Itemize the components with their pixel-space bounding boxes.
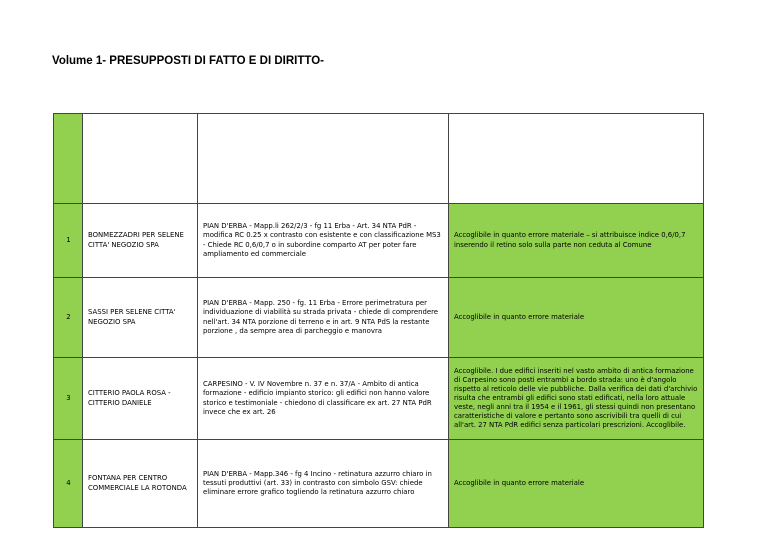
request-text: CARPESINO - V. IV Novembre n. 37 e n. 37/A - Ambito di antica formazione - edificio impianto storico: gli edifici non hanno valore storico e testimoniale - chiedono di classificare ex art. 27 NTA PdR invece che ex art. 26 — [198, 358, 449, 440]
response-text: Accoglibile in quanto errore materiale – si attribuisce indice 0,6/0,7 inserendo il retino solo sulla parte non ceduta al Comune — [449, 204, 704, 278]
response-text: Accoglibile in quanto errore materiale — [449, 440, 704, 528]
response-text: Accoglibile in quanto errore materiale — [449, 278, 704, 358]
observations-table — [53, 113, 704, 528]
request-text: PIAN D'ERBA - Mapp.li 262/2/3 - fg 11 Erba - Art. 34 NTA PdR - modifica RC 0.25 x contrasto con esistente e con classificazione MS3 - Chiede RC 0,6/0,7 o in subordine comparto AT per poter fare ampliamento ed commerciale — [198, 204, 449, 278]
header-name-cell — [83, 114, 198, 204]
table-row — [54, 278, 704, 358]
header-response-cell — [449, 114, 704, 204]
row-number: 4 — [54, 440, 83, 528]
row-number: 1 — [54, 204, 83, 278]
page-title: Volume 1- PRESUPPOSTI DI FATTO E DI DIRITTO- — [52, 55, 324, 67]
request-text: PIAN D'ERBA - Mapp.346 - fg 4 Incino - retinatura azzurro chiaro in tessuti produttivi (art. 33) in contrasto con simbolo GSV: chiede eliminare errore grafico togliendo la retinatura azzurro chiaro — [198, 440, 449, 528]
header-num-cell — [54, 114, 83, 204]
response-text: Accoglibile. I due edifici inseriti nel vasto ambito di antica formazione di Carpesino sono posti entrambi a bordo strada: uno è d'angolo rispetto al reticolo delle vie pubbliche. Dalla verifica dei dati d'archivio risulta che entrambi gli edifici sono stati edificati, nella loro attuale veste, negli anni tra il 1954 e il 1961, gli stessi quindi non presentano caratteristiche di valore e pertanto sono ascrivibili tra quelli di cui all'art. 27 NTA PdR edifici senza particolari prescrizioni. Accoglibile. — [449, 358, 704, 440]
header-row — [54, 114, 704, 204]
applicant-name: FONTANA PER CENTRO COMMERCIALE LA ROTONDA — [83, 440, 198, 528]
request-text: PIAN D'ERBA - Mapp. 250 - fg. 11 Erba - Errore perimetratura per individuazione di viabilità su strada privata - chiede di comprendere nell'art. 34 NTA porzione di terreno e in art. 9 NTA PdS la restante porzione , da sempre area di parcheggio e manovra — [198, 278, 449, 358]
applicant-name: BONMEZZADRI PER SELENE CITTA' NEGOZIO SPA — [83, 204, 198, 278]
applicant-name: SASSI PER SELENE CITTA' NEGOZIO SPA — [83, 278, 198, 358]
table-row — [54, 204, 704, 278]
table-row — [54, 358, 704, 440]
header-request-cell — [198, 114, 449, 204]
table-row — [54, 440, 704, 528]
applicant-name: CITTERIO PAOLA ROSA - CITTERIO DANIELE — [83, 358, 198, 440]
row-number: 2 — [54, 278, 83, 358]
row-number: 3 — [54, 358, 83, 440]
